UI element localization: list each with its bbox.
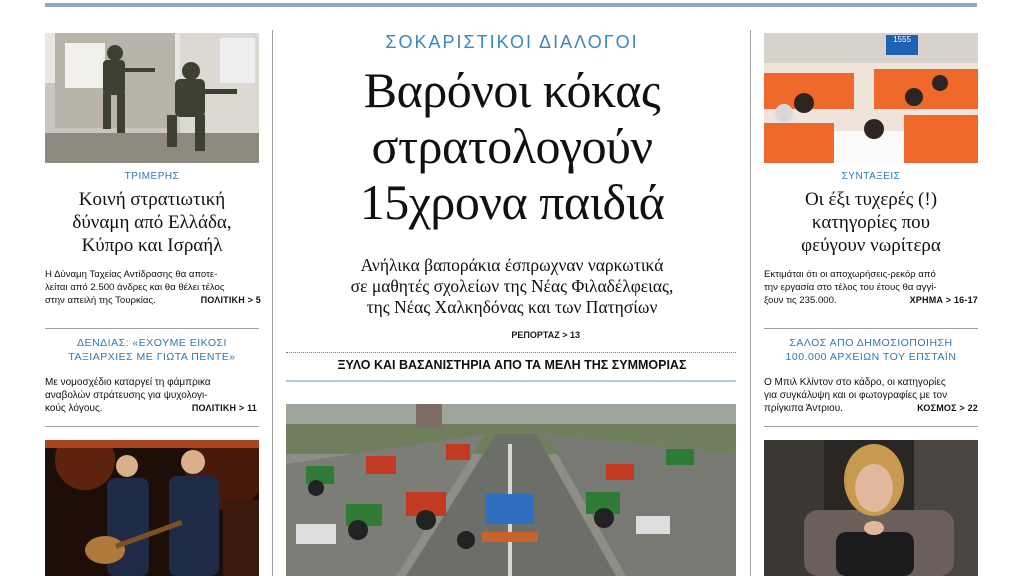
headline-line: Οι έξι τυχερές (!) [804, 189, 938, 210]
main-subhead [290, 255, 734, 318]
section-ref[interactable]: ΠΟΛΙΤΙΚΗ > 11 [191, 403, 257, 413]
divider [764, 328, 978, 329]
column-divider-left [272, 30, 273, 576]
headline-line: Κύπρο και Ισραήλ [81, 235, 223, 256]
office-sign: 1555 [893, 35, 911, 44]
headline-line: 15χρονα παιδιά [359, 174, 665, 230]
headline-line: κατηγορίες που [811, 212, 931, 233]
section-ref[interactable]: ΠΟΛΙΤΙΚΗ > 5 [200, 295, 261, 305]
body-line: λείται από 2.500 άνδρες και θα θέλει τέλος [45, 282, 225, 293]
subhead-line: Ανήλικα βαποράκια έσπρωχναν ναρκωτικά [360, 255, 664, 275]
body-line: Η Δύναμη Ταχείας Αντίδρασης θα αποτε- [45, 269, 218, 280]
woman-portrait-photo[interactable] [764, 440, 978, 576]
farmers-tractors-photo[interactable] [286, 404, 736, 576]
headline-line: Κοινή στρατιωτική [78, 189, 226, 210]
dendias-kicker [45, 336, 259, 364]
body-line: για συγκάλυψη και οι φωτογραφίες με τον [764, 390, 948, 401]
subhead-line: της Νέας Χαλκηδόνας και των Πατησίων [366, 297, 658, 317]
divider [45, 328, 259, 329]
section-ref[interactable]: ΡΕΠΟΡΤΑΖ > 13 [511, 330, 580, 340]
section-ref[interactable]: ΧΡΗΜΑ > 16-17 [909, 295, 978, 305]
soldiers-photo[interactable] [45, 33, 259, 163]
kicker-line: 100.000 ΑΡΧΕΙΩΝ ΤΟΥ ΕΠΣΤΑΪΝ [785, 351, 957, 363]
syntaxeis-body [764, 268, 978, 307]
dotted-rule [286, 352, 736, 353]
body-line: Εκτιμάται ότι οι αποχωρήσεις-ρεκόρ από [764, 269, 936, 280]
musicians-photo[interactable] [45, 440, 259, 576]
syntaxeis-headline[interactable] [764, 188, 978, 257]
syntaxeis-kicker: ΣΥΝΤΑΞΕΙΣ [841, 171, 901, 182]
body-line: την εργασία στο τέλος του έτους θα αγγί- [764, 282, 937, 293]
column-divider-right [750, 30, 751, 576]
body-line: αναβολών στράτευσης για ψυχολογι- [45, 390, 208, 401]
bar-headline[interactable]: ΞΥΛΟ ΚΑΙ ΒΑΣΑΝΙΣΤΗΡΙΑ ΑΠΟ ΤΑ ΜΕΛΗ ΤΗΣ ΣΥΜΜΟΡΙΑΣ [337, 358, 687, 372]
office-photo[interactable] [764, 33, 978, 163]
kicker-line: ΔΕΝΔΙΑΣ: «ΕΧΟΥΜΕ ΕΙΚΟΣΙ [77, 337, 227, 349]
epstein-body [764, 376, 978, 415]
top-rule [45, 3, 977, 7]
trimeris-headline[interactable] [45, 188, 259, 257]
section-ref[interactable]: ΚΟΣΜΟΣ > 22 [917, 403, 978, 413]
kicker-line: ΤΑΞΙΑΡΧΙΕΣ ΜΕ ΓΙΩΤΑ ΠΕΝΤΕ» [68, 351, 236, 363]
divider [764, 426, 978, 427]
body-line: Με νομοσχέδιο καταργεί τη φάμπρικα [45, 377, 211, 388]
headline-line: φεύγουν νωρίτερα [801, 235, 941, 256]
subhead-line: σε μαθητές σχολείων της Νέας Φιλαδέλφειας, [350, 276, 674, 296]
main-headline[interactable] [280, 62, 744, 230]
body-line: στην απειλή της Τουρκίας. [45, 295, 156, 306]
body-line: πρίγκιπα Άντριου. [764, 403, 843, 414]
divider [286, 380, 736, 382]
trimeris-kicker: ΤΡΙΜΕΡΗΣ [124, 171, 180, 182]
dendias-body [45, 376, 257, 415]
epstein-kicker [764, 336, 978, 364]
body-line: ξουν τις 235.000. [764, 295, 837, 306]
body-line: κούς λόγους. [45, 403, 103, 414]
kicker-line: ΣΑΛΟΣ ΑΠΟ ΔΗΜΟΣΙΟΠΟΙΗΣΗ [789, 337, 953, 349]
divider [45, 426, 259, 427]
headline-line: στρατολογούν [371, 118, 653, 174]
trimeris-body [45, 268, 261, 307]
main-kicker: ΣΟΚΑΡΙΣΤΙΚΟΙ ΔΙΑΛΟΓΟΙ [385, 32, 639, 52]
headline-line: Βαρόνοι κόκας [363, 62, 661, 118]
headline-line: δύναμη από Ελλάδα, [72, 212, 232, 233]
body-line: Ο Μπιλ Κλίντον στο κάδρο, οι κατηγορίες [764, 377, 946, 388]
